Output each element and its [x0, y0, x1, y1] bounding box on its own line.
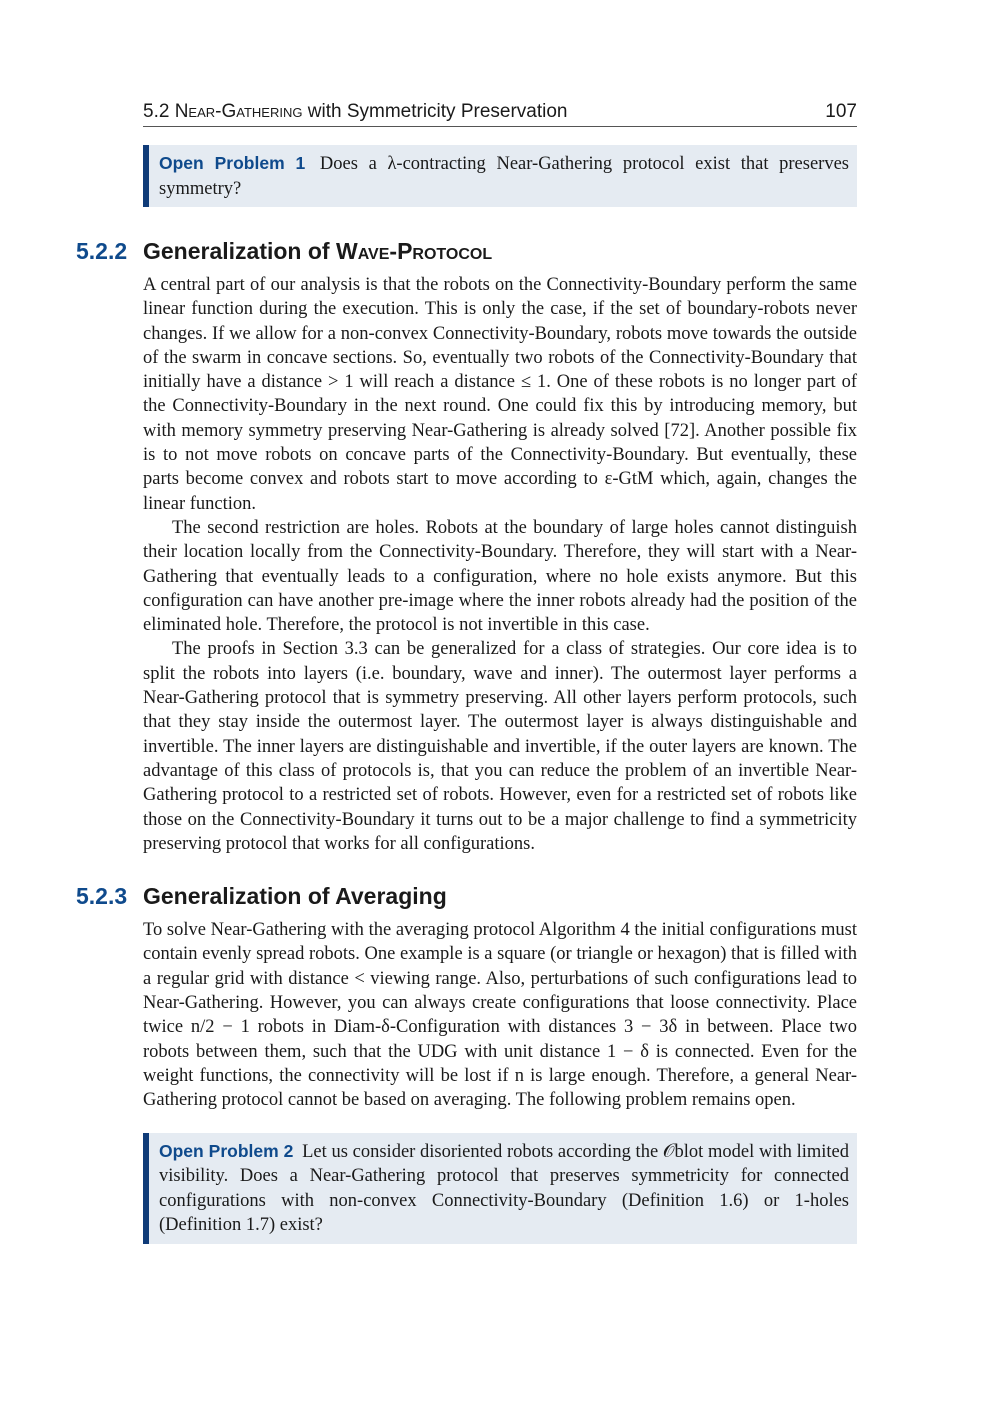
section-5-2-2-body: [143, 273, 857, 856]
section-5-2-2-title-prefix: Generalization of: [143, 238, 330, 264]
open-problem-2-label: Open Problem 2: [159, 1140, 294, 1161]
page: [76, 100, 857, 1244]
paragraph-layers: The proofs in Section 3.3 can be generalized for a class of strategies. Our core idea is to split the robots into layers (i.e. boundary, wave and inner). The outermost layer performs a Near-Gathering protocol that is symmetry preserving. All other layers perform protocols, such that they stay inside the outermost layer. The outermost layer is always distinguishable and invertible. The inner layers are distinguishable and invertible, if the outer layers are known. The advantage of this class of protocols is, that you can reduce the problem of an invertible Near-Gathering protocol to a restricted set of robots. However, even for a restricted set of robots like those on the Connectivity-Boundary it turns out to be a major challenge to find a symmetricity preserving protocol that works for all configurations.: [143, 639, 857, 854]
running-head: [143, 100, 857, 127]
section-5-2-3-heading: [76, 882, 857, 910]
paragraph-averaging: To solve Near-Gathering with the averaging protocol Algorithm 4 the initial configurations must contain evenly spread robots. One example is a square (or triangle or hexagon) that is filled with a regular grid with distance < viewing range. Also, perturbations of such configurations lead to Near-Gathering. However, you can always create configurations that loose connectivity. Place twice n/2 − 1 robots in Diam-δ-Configuration with distances 3 − 3δ in between. Place two robots between them, such that the UDG with unit distance 1 − δ is connected. Even for the weight functions, the connectivity will be lost if n is large enough. Therefore, a general Near-Gathering protocol cannot be based on averaging. The following problem remains open.: [143, 920, 857, 1111]
open-problem-1-box: [143, 145, 857, 207]
open-problem-1-label: Open Problem 1: [159, 153, 306, 173]
page-number: 107: [825, 101, 857, 122]
open-problem-2-text: Let us consider disoriented robots according the 𝒪blot model with limited visibility. Does a Near-Gathering protocol that preserves symmetricity for connected configurations with non-convex Connectivity-Boundary (Definition 1.6) or 1-holes (Definition 1.7) exist?: [159, 1141, 849, 1235]
section-5-2-2-title-sc: Wave-Protocol: [335, 238, 493, 264]
section-5-2-3-body: [143, 918, 857, 1112]
section-5-2-3-title: Generalization of Averaging: [143, 883, 447, 910]
running-title-rest: with Symmetricity Preservation: [307, 101, 568, 122]
paragraph-holes: The second restriction are holes. Robots at the boundary of large holes cannot distinguish their location locally from the Connectivity-Boundary. Therefore, they will start with a Near-Gathering that eventually leads to a configuration, where no hole exists anymore. But this configuration can have another pre-image where the inner robots already had the position of the eliminated hole. Therefore, the protocol is not invertible in this case.: [143, 517, 857, 636]
running-section-number: 5.2: [143, 101, 170, 122]
section-5-2-2-number: 5.2.2: [76, 238, 128, 264]
running-title: [143, 100, 567, 124]
section-5-2-3-number: 5.2.3: [76, 883, 128, 910]
open-problem-2-box: [143, 1133, 857, 1244]
section-5-2-2-heading: [76, 237, 857, 265]
open-problem-1-text: Does a λ-contracting Near-Gathering protocol exist that preserves symmetry?: [159, 154, 849, 199]
paragraph-boundary-analysis: A central part of our analysis is that the robots on the Connectivity-Boundary perform the same linear function during the execution. This is only the case, if the set of boundary-robots never changes. If we allow for a non-convex Connectivity-Boundary, robots move towards the outside of the swarm in concave sections. So, eventually two robots of the Connectivity-Boundary that initially have a distance > 1 will reach a distance ≤ 1. One of these robots is no longer part of the Connectivity-Boundary in the next round. One could fix this by introducing memory, but with memory symmetry preserving Near-Gathering is already solved [72]. Another possible fix is to not move robots on concave parts of the Connectivity-Boundary. But eventually, these parts become convex and robots start to move according to ε-GtM which, again, changes the linear function.: [143, 275, 857, 514]
running-title-near-gathering: Near-Gathering: [174, 101, 303, 122]
